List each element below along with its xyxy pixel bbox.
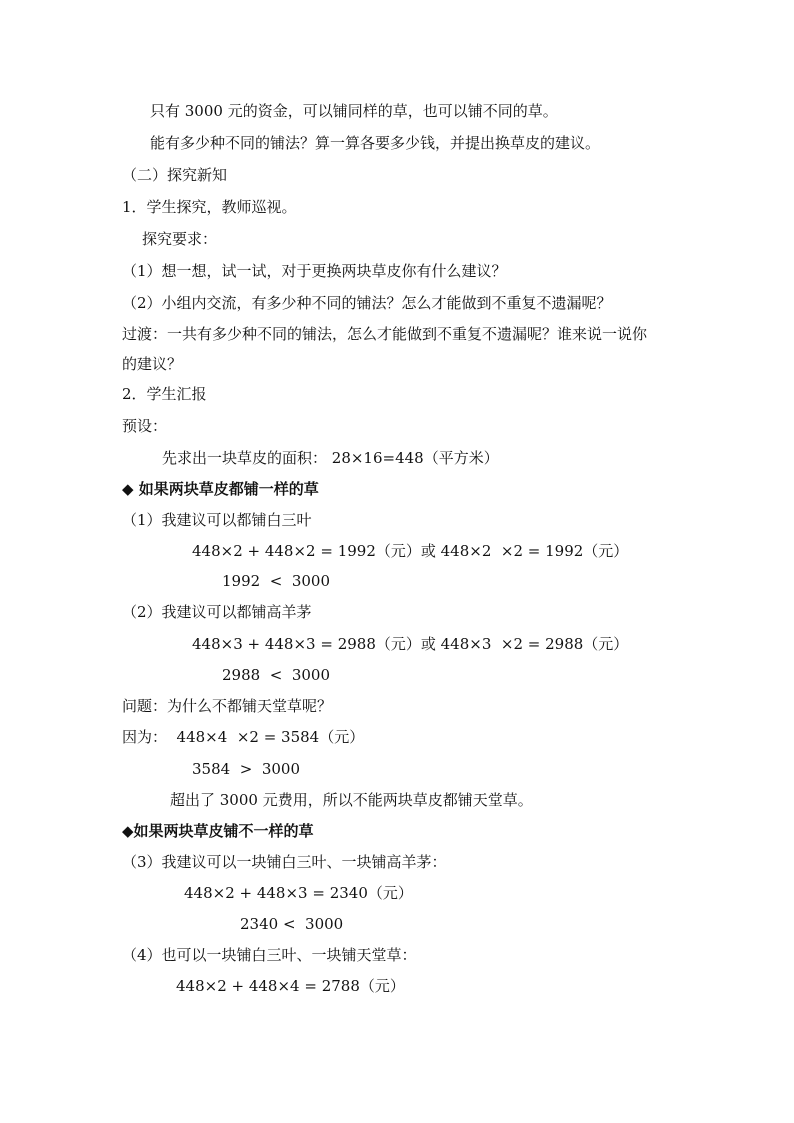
text-line-7: （2）小组内交流，有多少种不同的铺法？怎么才能做到不重复不遗漏呢？ (122, 294, 612, 312)
text-line-10: 2．学生汇报 (122, 385, 207, 403)
section-heading: （二）探究新知 (122, 166, 228, 184)
comparison-line-4: 2340 < 3000 (240, 915, 344, 933)
equation-line-3: 448×2 + 448×3 = 2340（元） (184, 884, 413, 902)
comparison-line-1: 1992 < 3000 (222, 572, 330, 590)
text-line-23: 超出了 3000 元费用，所以不能两块草皮都铺天堂草。 (170, 791, 533, 809)
subheading-different-grass: ◆如果两块草皮铺不一样的草 (122, 822, 314, 840)
equation-line-4: 448×2 + 448×4 = 2788（元） (176, 977, 405, 995)
comparison-line-3: 3584 > 3000 (192, 760, 300, 778)
text-line-25: （3）我建议可以一块铺白三叶、一块铺高羊茅： (122, 853, 447, 871)
text-line-1: 只有 3000 元的资金，可以铺同样的草，也可以铺不同的草。 (150, 102, 558, 120)
text-line-20: 问题：为什么不都铺天堂草呢？ (122, 697, 333, 715)
equation-line-2: 448×3 + 448×3 = 2988（元）或 448×3 ×2 = 2988（元） (192, 635, 629, 653)
text-line-9: 的建议？ (122, 355, 183, 373)
text-line-8: 过渡：一共有多少种不同的铺法，怎么才能做到不重复不遗漏呢？谁来说一说你 (122, 325, 648, 343)
text-line-11: 预设： (122, 417, 168, 435)
subheading-same-grass: ◆ 如果两块草皮都铺一样的草 (122, 480, 319, 498)
comparison-line-2: 2988 < 3000 (222, 666, 330, 684)
text-line-4: 1．学生探究，教师巡视。 (122, 198, 297, 216)
text-line-17: （2）我建议可以都铺高羊茅 (122, 603, 312, 621)
text-line-12: 先求出一块草皮的面积： 28×16=448（平方米） (162, 449, 499, 467)
text-line-28: （4）也可以一块铺白三叶、一块铺天堂草： (122, 946, 417, 964)
text-line-21: 因为： 448×4 ×2 = 3584（元） (122, 728, 365, 746)
text-line-6: （1）想一想，试一试，对于更换两块草皮你有什么建议？ (122, 262, 507, 280)
text-line-2: 能有多少种不同的铺法？算一算各要多少钱，并提出换草皮的建议。 (150, 134, 601, 152)
text-line-5: 探究要求： (142, 230, 218, 248)
equation-line-1: 448×2 + 448×2 = 1992（元）或 448×2 ×2 = 1992（元） (192, 542, 629, 560)
text-line-14: （1）我建议可以都铺白三叶 (122, 511, 312, 529)
